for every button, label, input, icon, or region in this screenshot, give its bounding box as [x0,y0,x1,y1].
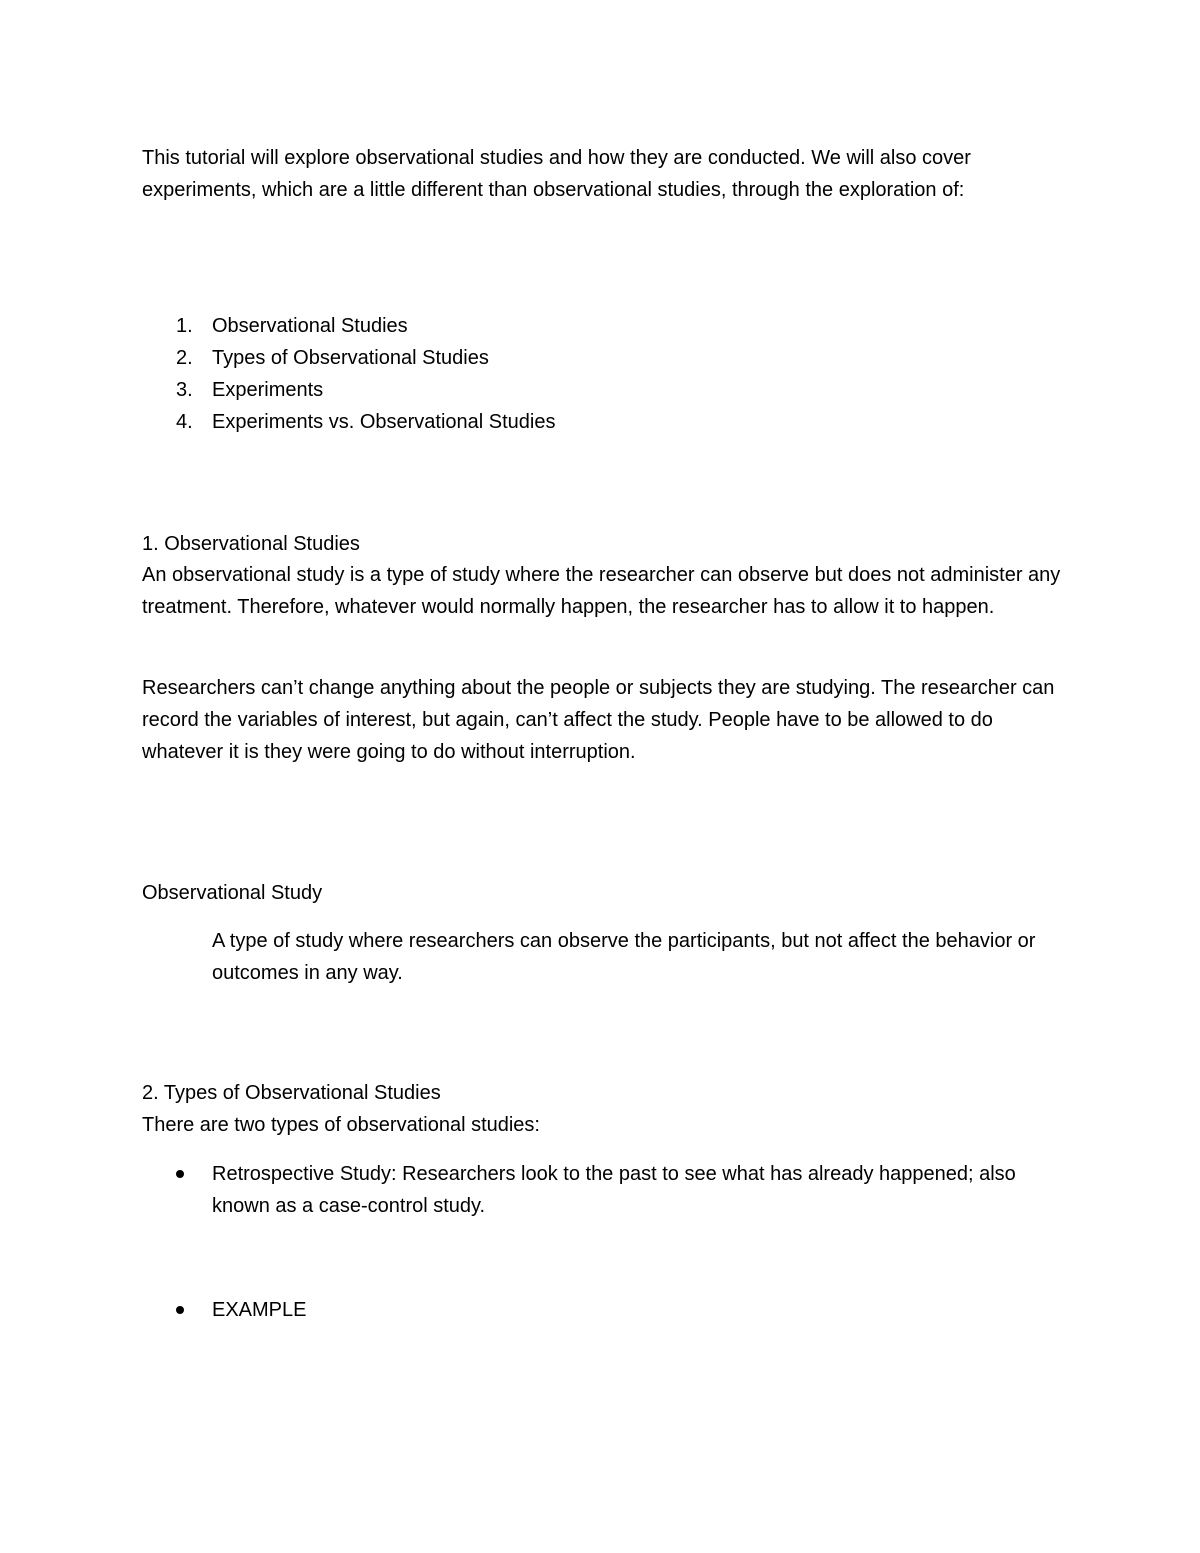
section1-paragraph-2: Researchers can’t change anything about the people or subjects they are studying. The researcher can record the variables of interest, but again, can’t affect the study. People have to be allowed to do whatever it is they were going to do without interruption. [142,677,1055,763]
outline-label: Observational Studies [212,315,408,337]
outline-label: Experiments vs. Observational Studies [212,411,556,433]
definition-text: A type of study where researchers can observe the participants, but not affect the behavior or outcomes in any way. [212,930,1036,984]
intro-paragraph: This tutorial will explore observational studies and how they are conducted. We will also cover experiments, which are a little different than observational studies, through the exploration of: [142,147,971,201]
outline-number: 4. [176,411,193,433]
outline-number: 1. [176,315,193,337]
outline-number: 3. [176,379,193,401]
outline-label: Types of Observational Studies [212,347,489,369]
bullet-text: EXAMPLE [212,1299,307,1321]
section1-paragraph-1: An observational study is a type of study where the researcher can observe but does not administer any treatment. Therefore, whatever would normally happen, the researcher has to allow it to happen. [142,564,1061,618]
section2-heading: 2. Types of Observational Studies [142,1082,441,1104]
outline-number: 2. [176,347,193,369]
bullet-icon [176,1306,184,1314]
section1-heading: 1. Observational Studies [142,533,360,555]
outline-label: Experiments [212,379,324,401]
definition-term: Observational Study [142,882,323,904]
section2-intro: There are two types of observational studies: [142,1114,540,1136]
bullet-text: Retrospective Study: Researchers look to the past to see what has already happened; also known as a case-control study. [212,1163,1016,1217]
bullet-icon [176,1170,184,1178]
